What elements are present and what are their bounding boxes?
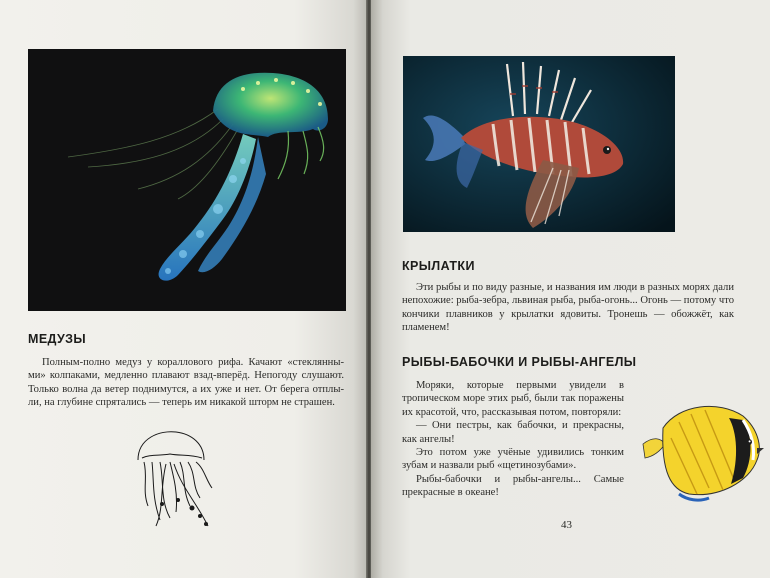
jellyfish-photo [28,49,346,311]
butterflyfish-text-2: — Они пестры, как бабочки, и прекрасны, как ангелы! [402,420,624,445]
butterflyfish-text-4: Рыбы-бабочки и рыбы-ангелы... Самые прекрасные в океане! [402,473,624,499]
section-heading-medusae: МЕДУЗЫ [28,332,87,346]
butterflyfish-paragraph [402,379,624,500]
medusae-paragraph [28,356,344,410]
right-page [371,0,770,578]
left-page [0,0,368,578]
section-heading-lionfish: КРЫЛАТКИ [402,259,475,273]
lionfish-photo [403,56,675,232]
page-number: 43 [561,519,572,531]
section-heading-butterflyfish: РЫБЫ-БАБОЧКИ И РЫБЫ-АНГЕЛЫ [402,355,637,369]
butterflyfish-illustration [639,398,765,504]
lionfish-text: Эти рыбы и по виду разные, и названия им люди в разных морях дали непохожие: рыба-зебра, львиная рыба, рыба-огонь... Огонь — потому что кончики плавников у крылатки ядовиты. Тронешь — обожжёт, как пламенем! [402,282,734,334]
butterflyfish-text-3: Это потом уже учёные удивились тонким зубам и назвали рыб «щетинозубами». [402,447,624,472]
lionfish-paragraph [402,281,734,335]
butterflyfish-text-1: Моряки, которые первыми увидели в тропическом море этих рыб, были так поражены их красотой, что, рассказывая потом, повторяли: [402,380,624,418]
jellyfish-sketch [130,428,222,528]
medusae-text: Полным-полно медуз у кораллового рифа. Качают «стеклянны-ми» колпаками, медленно плавают взад-вперёд. Непогоду слушают. Только волна да ветер поднимутся, а их уже и нет. От берега отплы-ли, на глубине спрятались — теперь им никакой шторм не страшен. [28,357,344,409]
